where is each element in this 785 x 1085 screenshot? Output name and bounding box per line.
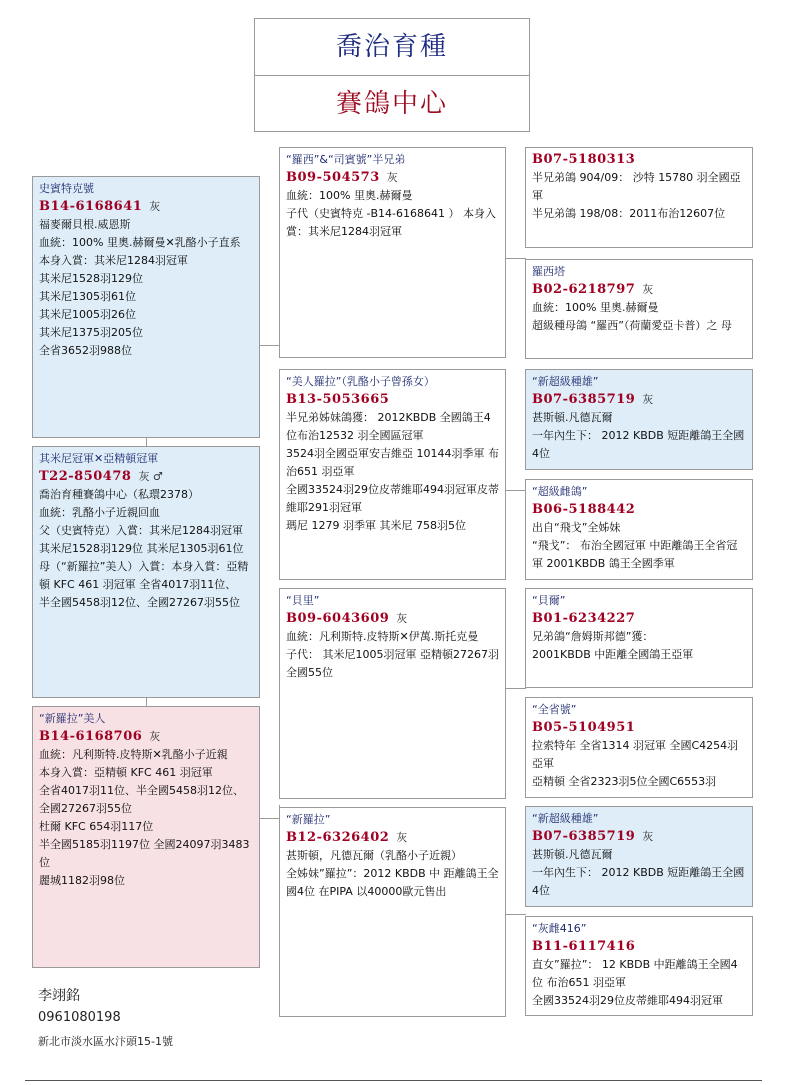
grandparent-card-2 [279,369,506,580]
card-line: 半兄弟鴿 198/08：2011布治12607位 [532,207,726,220]
card-line: 兄弟鴿“詹姆斯邦德”獲： [532,630,654,643]
card-line: 全姊妹”羅拉”：2012 KBDB 中 距離鴿王全國4位 在PIPA 以40000歐元售出 [286,867,499,898]
card-line: 父（史賓特克）入賞：其米尼1284羽冠軍 其米尼1528羽129位 其米尼1305羽61位 [39,524,247,555]
ring-number: B14-6168641 [39,199,143,214]
card-line: 全國33524羽29位皮蒂維耶494羽冠軍皮蒂維耶291羽冠軍 [286,483,499,514]
card-line: 血統：100% 里奧.赫爾曼 [286,189,413,202]
ring-number: B12-6326402 [286,830,390,845]
card-line: 血統：100% 里奧.赫爾曼 [532,301,659,314]
card-line: 本身入賞：其米尼1284羽冠軍 [39,254,188,267]
card-line: 2001KBDB 中距離全國鴿王亞軍 [532,648,694,661]
great-grandparent-card-4 [525,479,753,580]
card-line: 子代（史賓特克 -B14-6168641 ） 本身入賞：其米尼1284羽冠軍 [286,207,496,238]
card-line: 全省3652羽988位 [39,344,132,357]
ring-number: B11-6117416 [532,939,636,954]
grandparent-card-4 [279,807,506,1017]
card-line: 福麥爾貝根.威恩斯 [39,218,131,231]
card-line: 出自“飛戈”全姊妹 [532,521,621,534]
connector [259,345,280,346]
ring-number: B05-5104951 [532,720,636,735]
color-label: 灰 ♂ [138,470,163,483]
title-line-1: 喬治育種 [255,19,529,76]
card-title: “灰雌416” [532,922,587,935]
card-line: 半全國5185羽1197位 全國24097羽3483位 [39,838,250,869]
grandparent-card-1 [279,147,506,358]
card-line: 超級種母鴿 “羅西”（荷蘭愛亞卡普）之 母 [532,319,732,332]
card-line: 3524羽全國亞軍安吉維亞 10144羽季軍 布治651 羽亞軍 [286,447,499,478]
ring-number: B07-5180313 [532,152,636,167]
ring-number: B09-6043609 [286,611,390,626]
dam-card [32,706,260,968]
card-title: “新超級種雄” [532,812,599,825]
card-line: 瑪尼 1279 羽季軍 其米尼 758羽5位 [286,519,466,532]
card-line: 喬治育種賽鴿中心（私環2378） [39,488,199,501]
color-label: 灰 [149,730,161,743]
card-line: 半全國5458羽12位、全國27267羽55位 [39,596,240,609]
ring-number: B02-6218797 [532,282,636,297]
title-line-2: 賽鴿中心 [335,89,448,119]
great-grandparent-card-7 [525,806,753,907]
ring-number: B06-5188442 [532,502,636,517]
color-label: 灰 [642,830,654,843]
contact-name: 李翊銘 [38,988,80,1004]
great-grandparent-card-6 [525,697,753,798]
card-title: “貝里” [286,594,320,607]
great-grandparent-card-1 [525,147,753,248]
card-line: 其米尼1375羽205位 [39,326,143,339]
card-line: 血統：100% 里奧.赫爾曼✕乳酪小子直系 [39,236,241,249]
bottom-divider [25,1080,762,1081]
card-line: 本身入賞：亞精頓 KFC 461 羽冠軍 [39,766,213,779]
ring-number: B14-6168706 [39,729,143,744]
connector [505,258,526,259]
card-line: “飛戈”： 布治全國冠軍 中距離鴿王全省冠軍 2001KBDB 鴿王全國季軍 [532,539,738,570]
contact-phone: 0961080198 [38,1010,121,1025]
ring-number: B01-6234227 [532,611,636,626]
color-label: 灰 [642,393,654,406]
card-title: 史賓特克號 [39,182,94,195]
card-title: “羅西”&“司賓號”半兄弟 [286,153,406,166]
card-title: “全省號” [532,703,577,716]
ring-number: B07-6385719 [532,392,636,407]
card-line: 半兄弟鴿 904/09： 沙特 15780 羽全國亞軍 [532,171,741,202]
card-line: 血統：凡利斯特.皮特斯✕乳酪小子近親 [39,748,228,761]
great-grandparent-card-5 [525,588,753,688]
color-label: 灰 [386,171,398,184]
title-block [254,18,530,132]
card-line: 其米尼1005羽26位 [39,308,136,321]
subject-card [32,446,260,698]
card-title: 其米尼冠軍✕亞精頓冠軍 [39,452,159,465]
ring-number: B07-6385719 [532,829,636,844]
great-grandparent-card-3 [525,369,753,470]
card-line: 血統：凡利斯特.皮特斯✕伊萬.斯托克曼 [286,630,479,643]
card-line: 其米尼1528羽129位 [39,272,143,285]
card-title: “美人羅拉”（乳酪小子曾孫女） [286,375,435,388]
card-line: 母（“新羅拉”美人）入賞：本身入賞：亞精頓 KFC 461 羽冠軍 全省4017羽11位、 [39,560,249,591]
card-line: 其米尼1305羽61位 [39,290,136,303]
connector [505,490,526,491]
card-line: 血統：乳酪小子近親回血 [39,506,160,519]
great-grandparent-card-8 [525,916,753,1016]
card-line: 甚斯頓.凡德瓦爾 [532,411,613,424]
card-title: 羅西塔 [532,265,565,278]
color-label: 灰 [396,612,408,625]
color-label: 灰 [396,831,408,844]
card-title: “新羅拉” [286,813,331,826]
ring-number: B13-5053665 [286,392,390,407]
connector [505,914,526,915]
card-line: 子代： 其米尼1005羽冠軍 亞精頓27267羽全國55位 [286,648,499,679]
card-title: “新羅拉”美人 [39,712,106,725]
card-line: 亞精頓 全省2323羽5位全國C6553羽 [532,775,717,788]
color-label: 灰 [149,200,161,213]
card-line: 拉索特年 全省1314 羽冠軍 全國C4254羽亞軍 [532,739,739,770]
card-line: 杜爾 KFC 654羽117位 [39,820,154,833]
card-line: 甚斯頓.凡德瓦爾 [532,848,613,861]
ring-number: T22-850478 [39,469,132,484]
card-line: 一年內生下： 2012 KBDB 短距離鴿王全國4位 [532,866,745,897]
ring-number: B09-504573 [286,170,380,185]
grandparent-card-3 [279,588,506,799]
card-line: 全國33524羽29位皮蒂維耶494羽冠軍 [532,994,723,1007]
connector [259,818,280,819]
sire-card [32,176,260,438]
card-line: 半兄弟姊妹鴿獲： 2012KBDB 全國鴿王4位布治12532 羽全國區冠軍 [286,411,491,442]
contact-address: 新北市淡水區水汴頭15-1號 [38,1035,173,1048]
card-title: “貝爾” [532,594,566,607]
card-line: 直女”羅拉”： 12 KBDB 中距離鴿王全國4位 布治651 羽亞軍 [532,958,738,989]
connector [505,688,526,689]
card-title: “新超級種雄” [532,375,599,388]
card-line: 麗城1182羽98位 [39,874,125,887]
great-grandparent-card-2 [525,259,753,359]
card-line: 甚斯頓，凡德瓦爾（乳酪小子近親） [286,849,462,862]
card-line: 一年內生下： 2012 KBDB 短距離鴿王全國4位 [532,429,745,460]
card-line: 全省4017羽11位、半全國5458羽12位、全國27267羽55位 [39,784,244,815]
card-title: “超級雌鴿” [532,485,588,498]
color-label: 灰 [642,283,654,296]
